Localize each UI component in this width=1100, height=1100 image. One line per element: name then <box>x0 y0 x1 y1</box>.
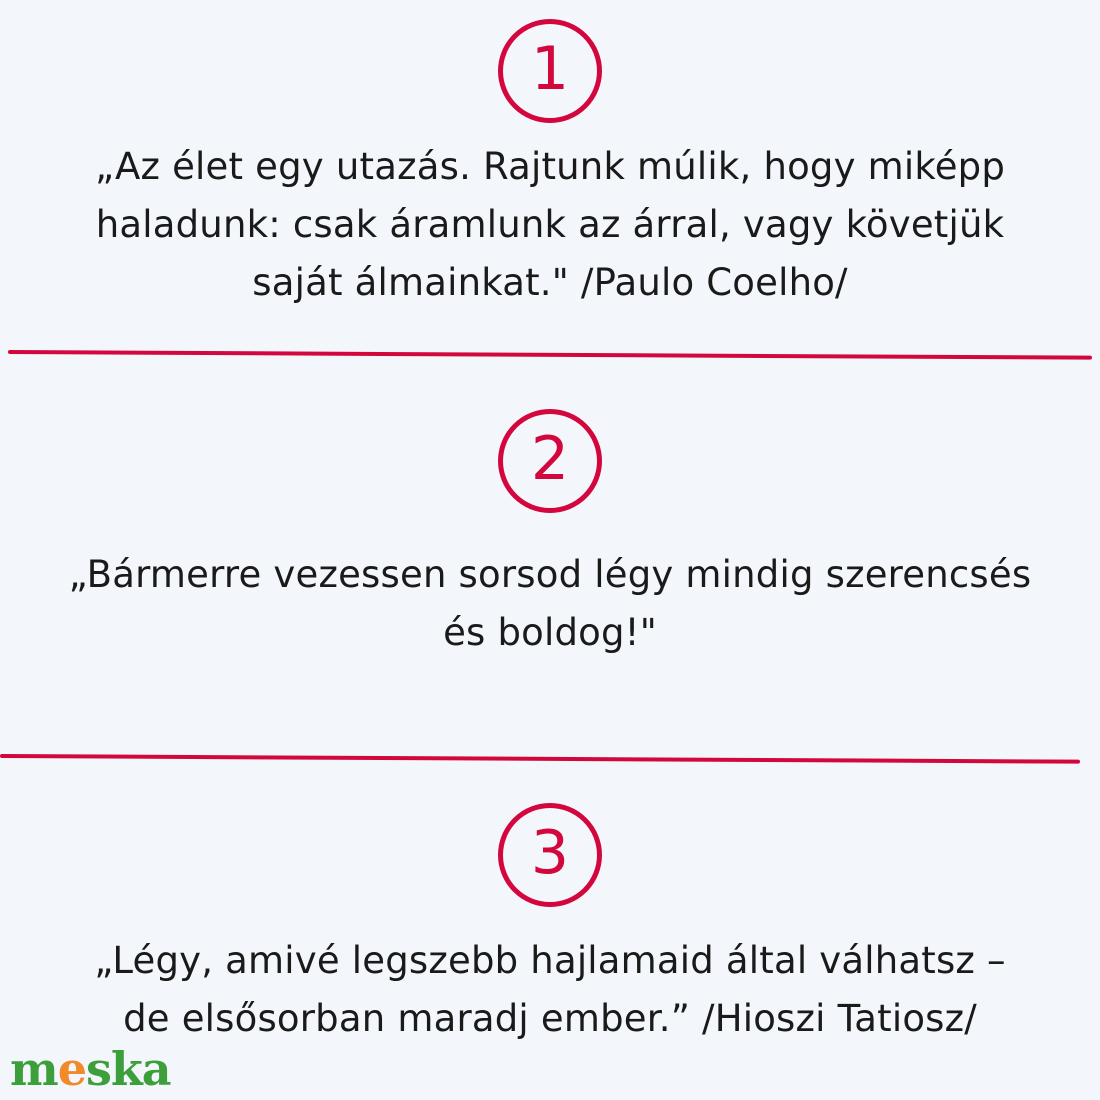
quote-3 <box>0 932 1100 1048</box>
quote-2-line-1: „Bármerre vezessen sorsod légy mindig szerencsés <box>68 553 1032 596</box>
quote-1-line-3: saját álmainkat." /Paulo Coelho/ <box>252 261 848 304</box>
quote-3-line-2: de elsősorban maradj ember.” /Hioszi Tatiosz/ <box>123 997 977 1040</box>
divider-1 <box>8 350 1092 360</box>
quote-2-line-2: és boldog!" <box>443 611 657 654</box>
number-badge-1 <box>498 19 602 123</box>
quote-1-line-1: „Az élet egy utazás. Rajtunk múlik, hogy miképp <box>94 145 1006 188</box>
divider-2 <box>0 754 1080 764</box>
number-badge-2-label: 2 <box>530 424 570 494</box>
quote-1-line-2: haladunk: csak áramlunk az árral, vagy követjük <box>95 203 1005 246</box>
logo-part-1: m <box>10 1042 58 1096</box>
logo-part-3: ska <box>85 1042 171 1096</box>
quote-1 <box>0 138 1100 312</box>
number-badge-3-label: 3 <box>530 818 570 888</box>
number-badge-2 <box>498 409 602 513</box>
logo-part-2: e <box>57 1042 86 1096</box>
number-badge-1-label: 1 <box>530 34 570 104</box>
quote-3-line-1: „Légy, amivé legszebb hajlamaid által válhatsz – <box>94 939 1006 982</box>
meska-logo <box>10 1042 171 1096</box>
quote-2 <box>0 546 1100 662</box>
number-badge-3 <box>498 803 602 907</box>
